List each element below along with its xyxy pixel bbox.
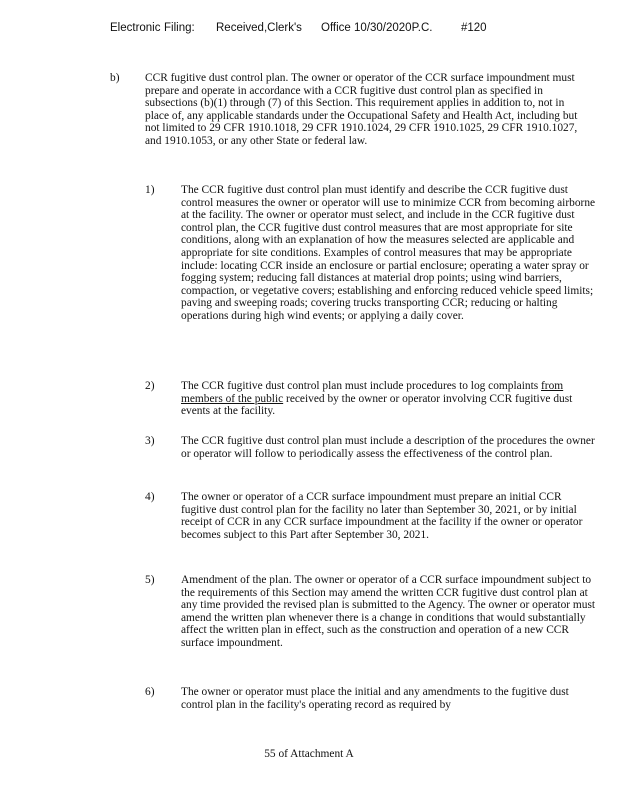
item-5-text: Amendment of the plan. The owner or operator of a CCR surface impoundment subject to the requirements of this Section may amend the written CCR fugitive dust control plan at any time provided the revised plan is submitted to the Agency. The owner or operator must amend the written plan whenever there is a change in conditions that would substantially affect the written plan in effect, such as the construction and operation of a new CCR surface impoundment. (181, 574, 596, 649)
section-text: CCR fugitive dust control plan. The owner or operator of the CCR surface impoundment must prepare and operate in accordance with a CCR fugitive dust control plan as specified in subsections (b)(1) through (7) of this Section. This requirement applies in addition to, not in place of, any applicable standards under the Occupational Safety and Health Act, including but not limited to 29 CFR 1910.1018, 29 CFR 1910.1024, 29 CFR 1910.1025, 29 CFR 1910.1027, and 1910.1053, or any other State or federal law. (145, 72, 578, 147)
page-header (110, 22, 501, 34)
item-3-number: 3) (145, 435, 155, 447)
item-3-text: The CCR fugitive dust control plan must include a description of the procedures the owner or operator will follow to periodically assess the effectiveness of the control plan. (181, 435, 595, 460)
item-2-text-before: The CCR fugitive dust control plan must include procedures to log complaints (181, 380, 542, 392)
item-5-number: 5) (145, 574, 155, 586)
item-2-text-after: received by the owner or operator involving CCR fugitive dust events at the facility. (181, 392, 573, 418)
item-6-text: The owner or operator must place the initial and any amendments to the fugitive dust control plan in the facility's operating record as required by (181, 686, 569, 711)
item-2-number: 2) (145, 380, 155, 392)
item-4-number: 4) (145, 491, 155, 503)
item-4-text: The owner or operator of a CCR surface impoundment must prepare an initial CCR fugitive dust control plan for the facility no later than September 30, 2021, or by initial receipt of CCR in any CCR surface impoundment at the facility if the owner or operator becomes subject to this Part after September 30, 2021. (181, 491, 583, 541)
item-1-number: 1) (145, 184, 155, 196)
item-2-text (181, 380, 599, 418)
item-6-number: 6) (145, 686, 155, 698)
header-office-date: Office 10/30/2020P.C. (321, 22, 433, 34)
section-label: b) (110, 72, 120, 84)
header-electronic: Electronic (110, 22, 161, 34)
item-2-text-underline: from members of the public (181, 380, 564, 405)
header-received: Received,Clerk's (216, 22, 302, 34)
page-footer: 55 of Attachment A (264, 748, 354, 760)
header-filing: Filing: (164, 22, 195, 34)
header-number: #120 (461, 22, 487, 34)
item-1-text: The CCR fugitive dust control plan must identify and describe the CCR fugitive dust control measures the owner or operator will use to minimize CCR from becoming airborne at the facility. The owner or operator must select, and include in the CCR fugitive dust control plan, the CCR fugitive dust control measures that are most appropriate for site conditions, along with an explanation of how the measures selected are applicable and appropriate for site conditions. Examples of control measures that may be appropriate include: locating CCR inside an enclosure or partial enclosure; operating a water spray or fogging system; reducing fall distances at material drop points; using wind barriers, compaction, or vegetative covers; establishing and enforcing reduced vehicle speed limits; paving and sweeping roads; covering trucks transporting CCR; reducing or halting operations during high wind events; or applying a daily cover. (181, 184, 596, 322)
